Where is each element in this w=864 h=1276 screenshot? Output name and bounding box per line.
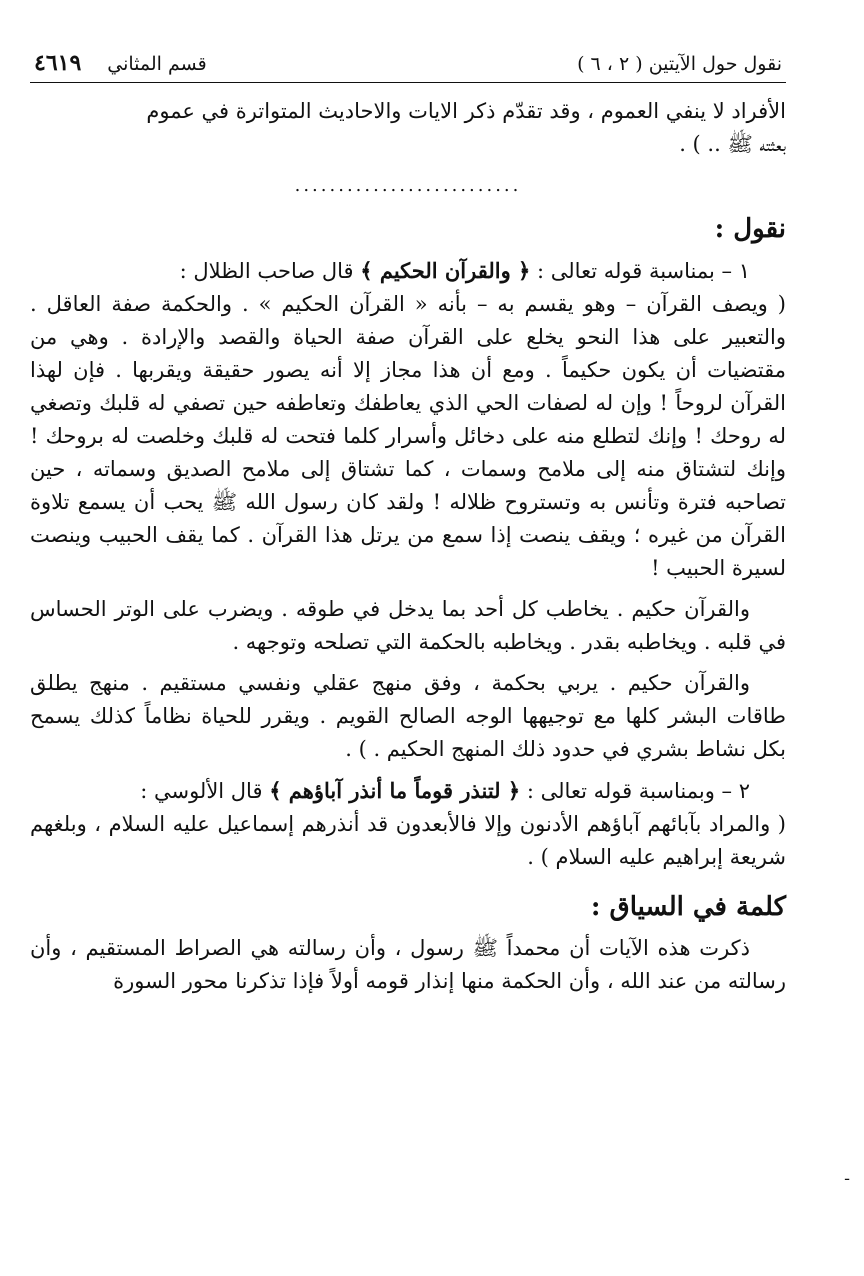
- section-separator: ..........................: [294, 175, 522, 196]
- book-page: [30, 50, 786, 998]
- running-header: [30, 50, 786, 83]
- item-2-intro: [30, 774, 786, 808]
- item-1-quote: ﴿ والقرآن الحكيم ﴾: [360, 258, 531, 283]
- margin-mark: ـ: [845, 1168, 850, 1184]
- item-2-tail: قال الألوسي :: [140, 779, 263, 803]
- context-paragraph: ذكرت هذه الآيات أن محمداً ﷺ رسول ، وأن رسالته هي الصراط المستقيم ، وأن رسالته من عند الله ، وأن الحكمة منها إنذار قومه أولاً فإذا تذكرنا محور السورة: [30, 936, 786, 993]
- page-number: ٤٦١٩: [34, 50, 82, 76]
- item-1-tail: قال صاحب الظلال :: [179, 259, 354, 283]
- zilal-paragraph-2: والقرآن حكيم . يخاطب كل أحد بما يدخل في طوقه . ويضرب على الوتر الحساس في قلبه . ويخاطبه بقدر . ويخاطبه بالحكمة التي تصلحه وتوجهه .: [30, 597, 786, 654]
- header-title: نقول حول الآيتين ( ٢ ، ٦ ): [577, 53, 782, 75]
- item-2-quote: ﴿ لتنذر قوماً ما أنذر آباؤهم ﴾: [269, 778, 521, 803]
- item-1-lead: ١ – بمناسبة قوله تعالى :: [537, 259, 750, 283]
- zilal-paragraph-1: ( ويصف القرآن – وهو يقسم به – بأنه « القرآن الحكيم » . والحكمة صفة العاقل . والتعبير على هذا النحو يخلع على القرآن صفة الحياة والقصد والإرادة . وهي من مقتضيات أن يكون حكيماً . ومع أن هذا مجاز إلا أنه يصور حقيقة ويقربها . فإن لهذا القرآن لروحاً ! وإن له لصفات الحي الذي يعاطفك وتعاطفه حين تصفي له قلبك وتصغي له روحك ! وإنك لتطلع منه على دخائل وأسرار كلما فتحت له قلبك وخلصت له بروحك ! وإنك لتشتاق منه إلى ملامح وسمات ، كما تشتاق إلى ملامح الصديق وسماته ، حين تصاحبه فترة وتأنس به وتستروح ظلاله ! ولقد كان رسول الله ﷺ يحب أن يسمع تلاوة القرآن من غيره ؛ ويقف ينصت إذا سمع من يرتل هذا القرآن . كما يقف الحبيب وينصت لسيرة الحبيب !: [30, 292, 786, 580]
- item-1-intro: [30, 254, 786, 288]
- heading-context: كلمة في السياق :: [590, 892, 786, 922]
- item-2-lead: ٢ – وبمناسبة قوله تعالى :: [526, 779, 750, 803]
- header-meta: [34, 50, 207, 76]
- heading-nuqul: نقول :: [714, 214, 786, 244]
- intro-line-2: بعثته ﷺ .. ) .: [679, 132, 786, 156]
- alusi-quote: ( والمراد بآبائهم آباؤهم الأدنون وإلا فالأبعدون قد أنذرهم إسماعيل عليه السلام ، وبلغهم شريعة إبراهيم عليه السلام ) .: [30, 812, 786, 869]
- intro-line-1: الأفراد لا ينفي العموم ، وقد تقدّم ذكر الايات والاحاديث المتواترة في عموم: [146, 99, 786, 123]
- header-section: قسم المثاني: [107, 53, 207, 75]
- zilal-paragraph-3: والقرآن حكيم . يربي بحكمة ، وفق منهج عقلي ونفسي مستقيم . منهج يطلق طاقات البشر كلها مع توجيهها الوجه الصالح القويم . ويقرر للحياة نظاماً كذلك يسمح بكل نشاط بشري في حدود ذلك المنهج الحكيم . ) .: [30, 671, 786, 761]
